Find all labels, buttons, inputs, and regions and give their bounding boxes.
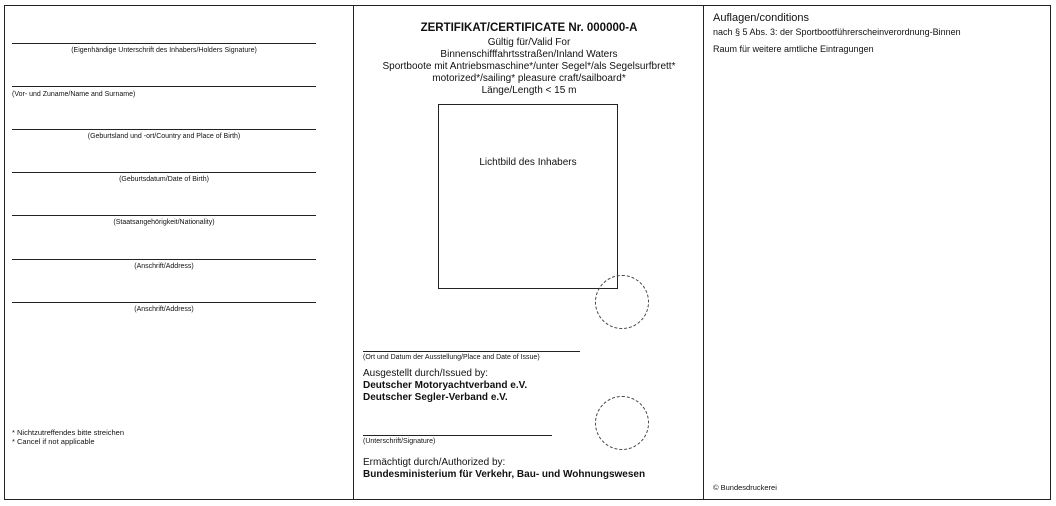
address-line-1[interactable] [12, 259, 316, 260]
issue-place-caption: (Ort und Datum der Ausstellung/Place and Date of Issue) [363, 354, 540, 361]
name-line[interactable] [12, 86, 316, 87]
authority-name: Bundesministerium für Verkehr, Bau- und Wohnungswesen [363, 469, 646, 480]
validity-line-3: Sportboote mit Antriebsmaschine*/unter Segel*/als Segelsurfbrett* [382, 61, 676, 72]
photo-box[interactable] [438, 104, 618, 289]
validity-line-5: Länge/Length < 15 m [481, 85, 577, 96]
certificate-title: ZERTIFIKAT/CERTIFICATE Nr. 000000-A [420, 22, 638, 34]
issue-place-line[interactable] [363, 351, 580, 352]
conditions-space-note: Raum für weitere amtliche Eintragungen [713, 44, 874, 54]
birthdate-line[interactable] [12, 172, 316, 173]
issued-by-label: Ausgestellt durch/Issued by: [363, 368, 489, 379]
issuer-motoryacht: Deutscher Motoryachtverband e.V. [363, 380, 528, 391]
nationality-line[interactable] [12, 215, 316, 216]
nationality-caption: (Staatsangehörigkeit/Nationality) [113, 219, 215, 226]
stamp-circle-upper [595, 275, 649, 329]
photo-label: Lichtbild des Inhabers [479, 157, 577, 168]
copyright-bundesdruckerei: © Bundesdruckerei [713, 483, 777, 492]
conditions-regulation: nach § 5 Abs. 3: der Sportbootführerscheinverordnung-Binnen [713, 27, 961, 37]
conditions-heading: Auflagen/conditions [713, 12, 810, 24]
panel-divider-right [703, 5, 704, 500]
signature-issuer-line[interactable] [363, 435, 552, 436]
address-caption-2: (Anschrift/Address) [134, 306, 194, 313]
validity-line-4: motorized*/sailing* pleasure craft/sailboard* [432, 73, 626, 84]
stamp-circle-lower [595, 396, 649, 450]
footnote-german: * Nichtzutreffendes bitte streichen [12, 428, 125, 437]
birthplace-caption: (Geburtsland und -ort/Country and Place of Birth) [87, 133, 241, 140]
panel-divider-left [353, 5, 354, 500]
birthplace-line[interactable] [12, 129, 316, 130]
validity-line-1: Gültig für/Valid For [487, 37, 571, 48]
name-caption: (Vor- und Zuname/Name and Surname) [12, 91, 136, 98]
validity-line-2: Binnenschifffahrtsstraßen/Inland Waters [440, 49, 618, 60]
holder-signature-caption: (Eigenhändige Unterschrift des Inhabers/Holders Signature) [71, 47, 257, 54]
address-line-2[interactable] [12, 302, 316, 303]
footnote-english: * Cancel if not applicable [12, 437, 95, 446]
birthdate-caption: (Geburtsdatum/Date of Birth) [119, 176, 209, 183]
address-caption-1: (Anschrift/Address) [134, 263, 194, 270]
authorized-label: Ermächtigt durch/Authorized by: [363, 457, 506, 468]
signature-caption: (Unterschrift/Signature) [363, 438, 436, 445]
issuer-segler: Deutscher Segler-Verband e.V. [363, 392, 508, 403]
signature-line[interactable] [12, 43, 316, 44]
